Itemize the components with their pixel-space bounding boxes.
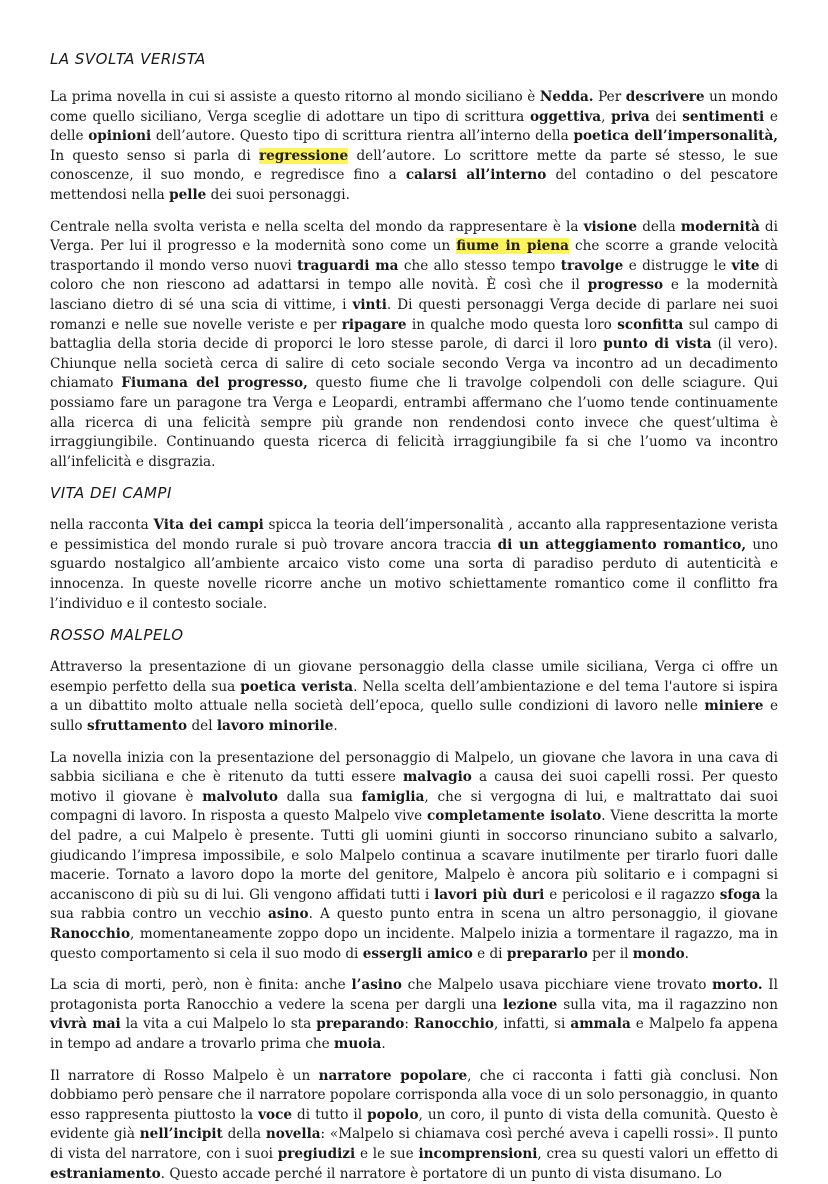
text-run: , un coro, il punto di vista della comunità. Questo è evidente già	[50, 1106, 779, 1143]
bold-text: travolge	[560, 257, 624, 274]
text-run: La novella inizia con la presentazione del personaggio di Malpelo, un giovane che lavora in una cava di sabbia siciliana e che è ritenuto da tutti essere	[50, 749, 778, 786]
bold-text: descrivere	[625, 89, 705, 105]
text-run: e di	[472, 945, 507, 962]
bold-text: sfoga	[719, 886, 761, 903]
text-run: , che si vergogna di lui, e maltrattato dai suoi compagni di lavoro. In risposta a questo Malpelo vive	[50, 788, 779, 825]
bold-text: malvoluto	[202, 788, 278, 805]
bold-text: punto di vista	[603, 336, 712, 353]
text-run: La prima novella in cui si assiste a questo ritorno al mondo siciliano è	[50, 89, 540, 105]
text-run: :	[404, 1016, 414, 1033]
text-run: e pericolosi e il ragazzo	[544, 886, 720, 903]
text-run: ,	[601, 108, 612, 125]
text-run: sul campo di battaglia della storia decide di proporci le loro stesse parole, di darci il loro	[50, 316, 778, 353]
text-run: spicca la teoria dell’impersonalità , accanto alla rappresentazione verista e pessimistica del mondo rurale si può trovare ancora traccia	[50, 517, 779, 553]
bold-text: famiglia	[361, 788, 425, 805]
text-run: che scorre a grande velocità trasportando il mondo verso nuovi	[50, 238, 778, 274]
section-title: ROSSO MALPELO	[50, 626, 184, 645]
bold-text: voce	[258, 1106, 293, 1123]
text-run: , che ci racconta i fatti già conclusi. Non dobbiamo però pensare che il narratore popolare corrisponda alla voce di un solo personaggio, in quanto esso rappresenta piuttosto la	[50, 1067, 778, 1123]
text-run: . Viene descritta la morte del padre, a cui Malpelo è presente. Tutti gli uomini giunti in soccorso rinunciano subito a salvarlo, giudicando l’impresa impossibile, e solo Malpelo continua a scavare inutilmente per tirarlo fuori dalle macerie. Tornato a lavoro dopo la morte del genitore, Malpelo è ancora più solitario e i compagni si accaniscono di più su di lui. Gli vengono affidati tutti i	[50, 808, 779, 903]
text-run: di Verga. Per lui il progresso e la modernità sono come un	[50, 218, 778, 255]
bold-text: progresso	[587, 277, 664, 294]
text-run: nella racconta	[50, 517, 154, 534]
text-run: dei suoi personaggi.	[206, 186, 350, 203]
text-run: del	[187, 718, 217, 735]
text-run: che allo stesso tempo	[398, 257, 561, 274]
text-run: .	[381, 1035, 386, 1052]
text-run: In questo senso si parla di	[50, 147, 259, 164]
bold-text: miniere	[704, 698, 764, 715]
bold-text: sentimenti	[682, 108, 765, 125]
bold-text: Ranocchio	[50, 925, 131, 942]
bold-text: traguardi ma	[297, 257, 399, 274]
bold-text: narratore popolare	[318, 1067, 468, 1084]
text-run: , crea su questi valori un effetto di	[537, 1145, 778, 1162]
bold-text: calarsi all’interno	[405, 167, 547, 184]
text-run: : «Malpelo si chiamava così perché aveva i capelli rossi». Il punto di vista del narratore, con i suoi	[50, 1126, 778, 1162]
paragraph	[50, 976, 778, 1054]
bold-text: l’asino	[351, 977, 402, 994]
bold-text: morto.	[712, 977, 763, 994]
bold-text: mondo	[632, 945, 685, 962]
text-run: della	[222, 1126, 266, 1143]
bold-text: asino	[268, 906, 309, 923]
text-run: in qualche modo questa loro	[406, 316, 618, 333]
text-run: . A questo punto entra in scena un altro personaggio, il giovane	[308, 906, 778, 923]
text-run: e delle	[50, 108, 778, 145]
text-run: Attraverso la presentazione di un giovane personaggio della classe umile siciliana, Verga ci offre un esempio perfetto della sua	[50, 659, 778, 695]
bold-text: incomprensioni	[418, 1145, 538, 1162]
bold-text: estraniamento	[50, 1165, 161, 1182]
highlighted-bold-text: fiume in piena	[456, 238, 569, 255]
text-run: che Malpelo usava picchiare viene trovato	[401, 977, 713, 994]
text-run: . Questo accade perché il narratore è portatore di un punto di vista disumano. Lo	[160, 1165, 722, 1182]
paragraph	[50, 658, 778, 736]
bold-text: di un atteggiamento romantico,	[497, 536, 747, 553]
paragraph	[50, 516, 778, 614]
bold-text: visione	[583, 218, 638, 235]
text-run: la vita a cui Malpelo lo sta	[120, 1016, 317, 1033]
bold-text: ripagare	[341, 316, 407, 333]
text-run: questo fiume che li travolge colpendoli con delle sciagure. Qui possiamo fare un paragone tra Verga e Leopardi, entrambi affermano che l’uomo tende continuamente alla ricerca di una felicità sempre più grande non rendendosi conto invece che quest’ultima è irraggiungibile. Continuando questa ricerca di felicità irraggiungibile fa si che l’uomo va incontro all’infelicità e disgrazia.	[50, 375, 778, 470]
bold-text: pelle	[169, 186, 207, 203]
highlighted-bold-text: regressione	[258, 147, 349, 164]
text-run: a causa dei suoi capelli rossi. Per questo motivo il giovane è	[50, 769, 778, 805]
bold-text: modernità	[680, 218, 760, 235]
paragraph	[50, 88, 778, 206]
bold-text: lavoro minorile	[216, 718, 334, 735]
text-run: Il protagonista porta Ranocchio a vedere la scena per dargli una	[50, 977, 778, 1013]
text-run: uno sguardo nostalgico all’ambiente arcaico visto come una sorta di paradiso perduto di autenticità e innocenza. In queste novelle ricorre anche un motivo schiettamente romantico come il conflitto fra l’individuo e il contesto sociale.	[50, 536, 779, 612]
text-run: dell’autore. Lo scrittore mette da parte sé stesso, le sue conoscenze, il suo mondo, e regredisce fino a	[50, 147, 778, 184]
text-run: Il narratore di Rosso Malpelo è un	[50, 1067, 319, 1084]
text-run: un mondo come quello siciliano, Verga sceglie di adottare un tipo di scrittura	[50, 89, 778, 125]
bold-text: muoia	[334, 1035, 382, 1052]
bold-text: poetica dell’impersonalità,	[573, 128, 778, 145]
text-run: , infatti, si	[493, 1016, 571, 1033]
text-run: di coloro che non riescono ad adattarsi in tempo alle novità. È così che il	[50, 257, 778, 294]
bold-text: pregiudizi	[277, 1145, 356, 1162]
text-run: dei	[649, 108, 683, 125]
text-run: sulla vita, ma il ragazzino non	[557, 996, 778, 1013]
text-run: della	[637, 218, 681, 235]
bold-text: poetica verista	[240, 678, 354, 695]
text-run: . Di questi personaggi Verga decide di parlare nei suoi romanzi e nelle sue novelle veriste e per	[50, 296, 778, 333]
text-run: la sua rabbia contro un vecchio	[50, 886, 778, 923]
text-run: dell’autore. Questo tipo di scrittura rientra all’interno della	[151, 128, 574, 145]
bold-text: lezione	[502, 996, 558, 1013]
section-title: LA SVOLTA VERISTA	[50, 50, 206, 68]
bold-text: prepararlo	[506, 945, 588, 962]
text-run: di tutto il	[292, 1106, 368, 1123]
text-run: per il	[587, 945, 633, 962]
bold-text: Vita dei campi	[153, 517, 264, 534]
text-run: (il vero). Chiunque nella società cerca di salire di ceto sociale secondo Verga va incontro ad un decadimento chiamato	[50, 336, 778, 392]
bold-text: Ranocchio	[413, 1016, 494, 1033]
bold-text: sconfitta	[617, 316, 684, 333]
bold-text: malvagio	[403, 769, 472, 786]
bold-text: vite	[731, 257, 760, 274]
bold-text: opinioni	[88, 128, 152, 145]
bold-text: ammala	[570, 1016, 631, 1033]
text-run: .	[684, 945, 689, 962]
bold-text: Nedda.	[539, 89, 594, 105]
text-run: e distrugge le	[623, 257, 732, 274]
text-run: Per	[593, 89, 626, 105]
text-run: e la modernità lasciano dietro di sé una scia di vittime, i	[50, 277, 778, 313]
text-run: , momentaneamente zoppo dopo un incidente. Malpelo inizia a tormentare il ragazzo, ma in questo comportamento si cela il suo modo di	[50, 925, 778, 962]
bold-text: priva	[611, 108, 650, 125]
paragraph	[50, 218, 778, 473]
bold-text: completamente isolato	[426, 808, 602, 825]
paragraph	[50, 749, 778, 965]
bold-text: vinti	[352, 296, 387, 313]
bold-text: novella	[265, 1126, 321, 1143]
text-run: e Malpelo fa appena in tempo ad andare a trovarlo prima che	[50, 1016, 778, 1052]
bold-text: nell’incipit	[139, 1126, 223, 1143]
bold-text: vivrà mai	[50, 1016, 121, 1033]
bold-text: lavori più duri	[434, 886, 545, 903]
text-run: La scia di morti, però, non è finita: anche	[50, 977, 352, 994]
text-run: .	[333, 718, 338, 735]
bold-text: popolo	[367, 1106, 419, 1123]
text-run: e le sue	[355, 1145, 419, 1162]
paragraph	[50, 1067, 778, 1184]
text-run: dalla sua	[277, 788, 362, 805]
bold-text: preparando	[316, 1016, 405, 1033]
bold-text: Fiumana del progresso,	[121, 375, 308, 392]
section-title: VITA DEI CAMPI	[50, 484, 172, 503]
text-run: Centrale nella svolta verista e nella scelta del mondo da rappresentare è la	[50, 218, 584, 235]
bold-text: oggettiva	[529, 108, 602, 125]
text-run: e sullo	[50, 698, 778, 735]
text-run: del contadino o del pescatore mettendosi nella	[50, 167, 778, 203]
bold-text: sfruttamento	[86, 718, 188, 735]
text-run: . Nella scelta dell’ambientazione e del tema l'autore si ispira a un dibattito molto attuale nella società dell’epoca, quello sulle condizioni di lavoro nelle	[50, 678, 778, 715]
bold-text: essergli amico	[362, 945, 473, 962]
